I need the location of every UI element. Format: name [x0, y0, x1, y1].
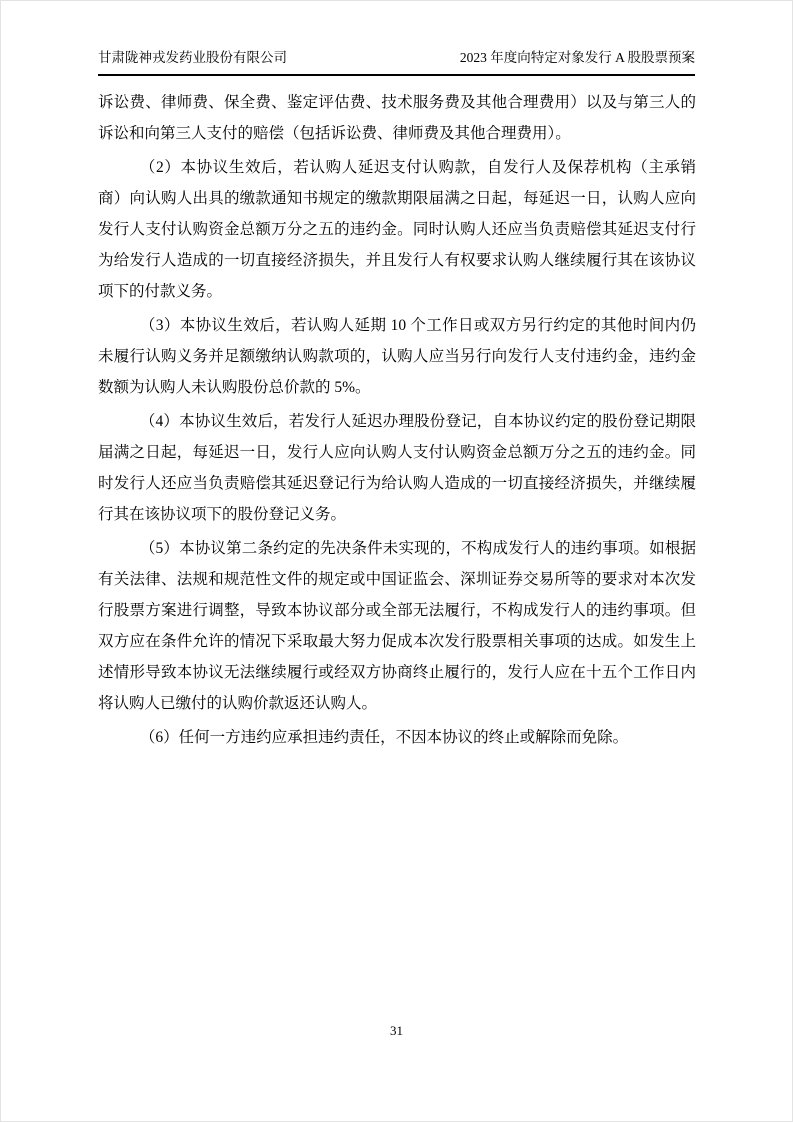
paragraph-clause-6: （6）任何一方违约应承担违约责任，不因本协议的终止或解除而免除。: [139, 729, 629, 746]
paragraph-clause-4: （4）本协议生效后，若发行人延迟办理股份登记，自本协议约定的股份登记期限届满之日起，每延迟一日，发行人应向认购人支付认购资金总额万分之五的违约金。同时发行人还应当负责赔偿其延迟登记行为给认购人造成的一切直接经济损失，并继续履行其在该协议项下的股份登记义务。: [98, 413, 696, 523]
paragraph-clause-5: （5）本协议第二条约定的先决条件未实现的，不构成发行人的违约事项。如根据有关法律、法规和规范性文件的规定或中国证监会、深圳证券交易所等的要求对本次发行股票方案进行调整，导致本协议部分或全部无法履行，不构成发行人的违约事项。但双方应在条件允许的情况下采取最大努力促成本次发行股票相关事项的达成。如发生上述情形导致本协议无法继续履行或经双方协商终止履行的，发行人应在十五个工作日内将认购人已缴付的认购价款返还认购人。: [98, 540, 696, 712]
page-footer: [1, 1023, 792, 1039]
page-header: [98, 49, 695, 76]
paragraph-clause-2: （2）本协议生效后，若认购人延迟支付认购款，自发行人及保荐机构（主承销商）向认购人出具的缴款通知书规定的缴款期限届满之日起，每延迟一日，认购人应向发行人支付认购资金总额万分之五的违约金。同时认购人还应当负责赔偿其延迟支付行为给发行人造成的一切直接经济损失，并且发行人有权要求认购人继续履行其在该协议项下的付款义务。: [98, 159, 696, 300]
paragraph-continuation: 诉讼费、律师费、保全费、鉴定评估费、技术服务费及其他合理费用）以及与第三人的诉讼和向第三人支付的赔偿（包括诉讼费、律师费及其他合理费用）。: [98, 94, 696, 142]
header-company-name: 甘肃陇神戎发药业股份有限公司: [98, 50, 287, 65]
paragraph-clause-3: （3）本协议生效后，若认购人延期 10 个工作日或双方另行约定的其他时间内仍未履行认购义务并足额缴纳认购款项的，认购人应当另行向发行人支付违约金，违约金数额为认购人未认购股份总价款的 5%。: [98, 317, 696, 396]
document-body: [98, 87, 696, 756]
page-number: 31: [390, 1023, 403, 1038]
header-document-title: 2023 年度向特定对象发行 A 股股票预案: [459, 50, 695, 65]
